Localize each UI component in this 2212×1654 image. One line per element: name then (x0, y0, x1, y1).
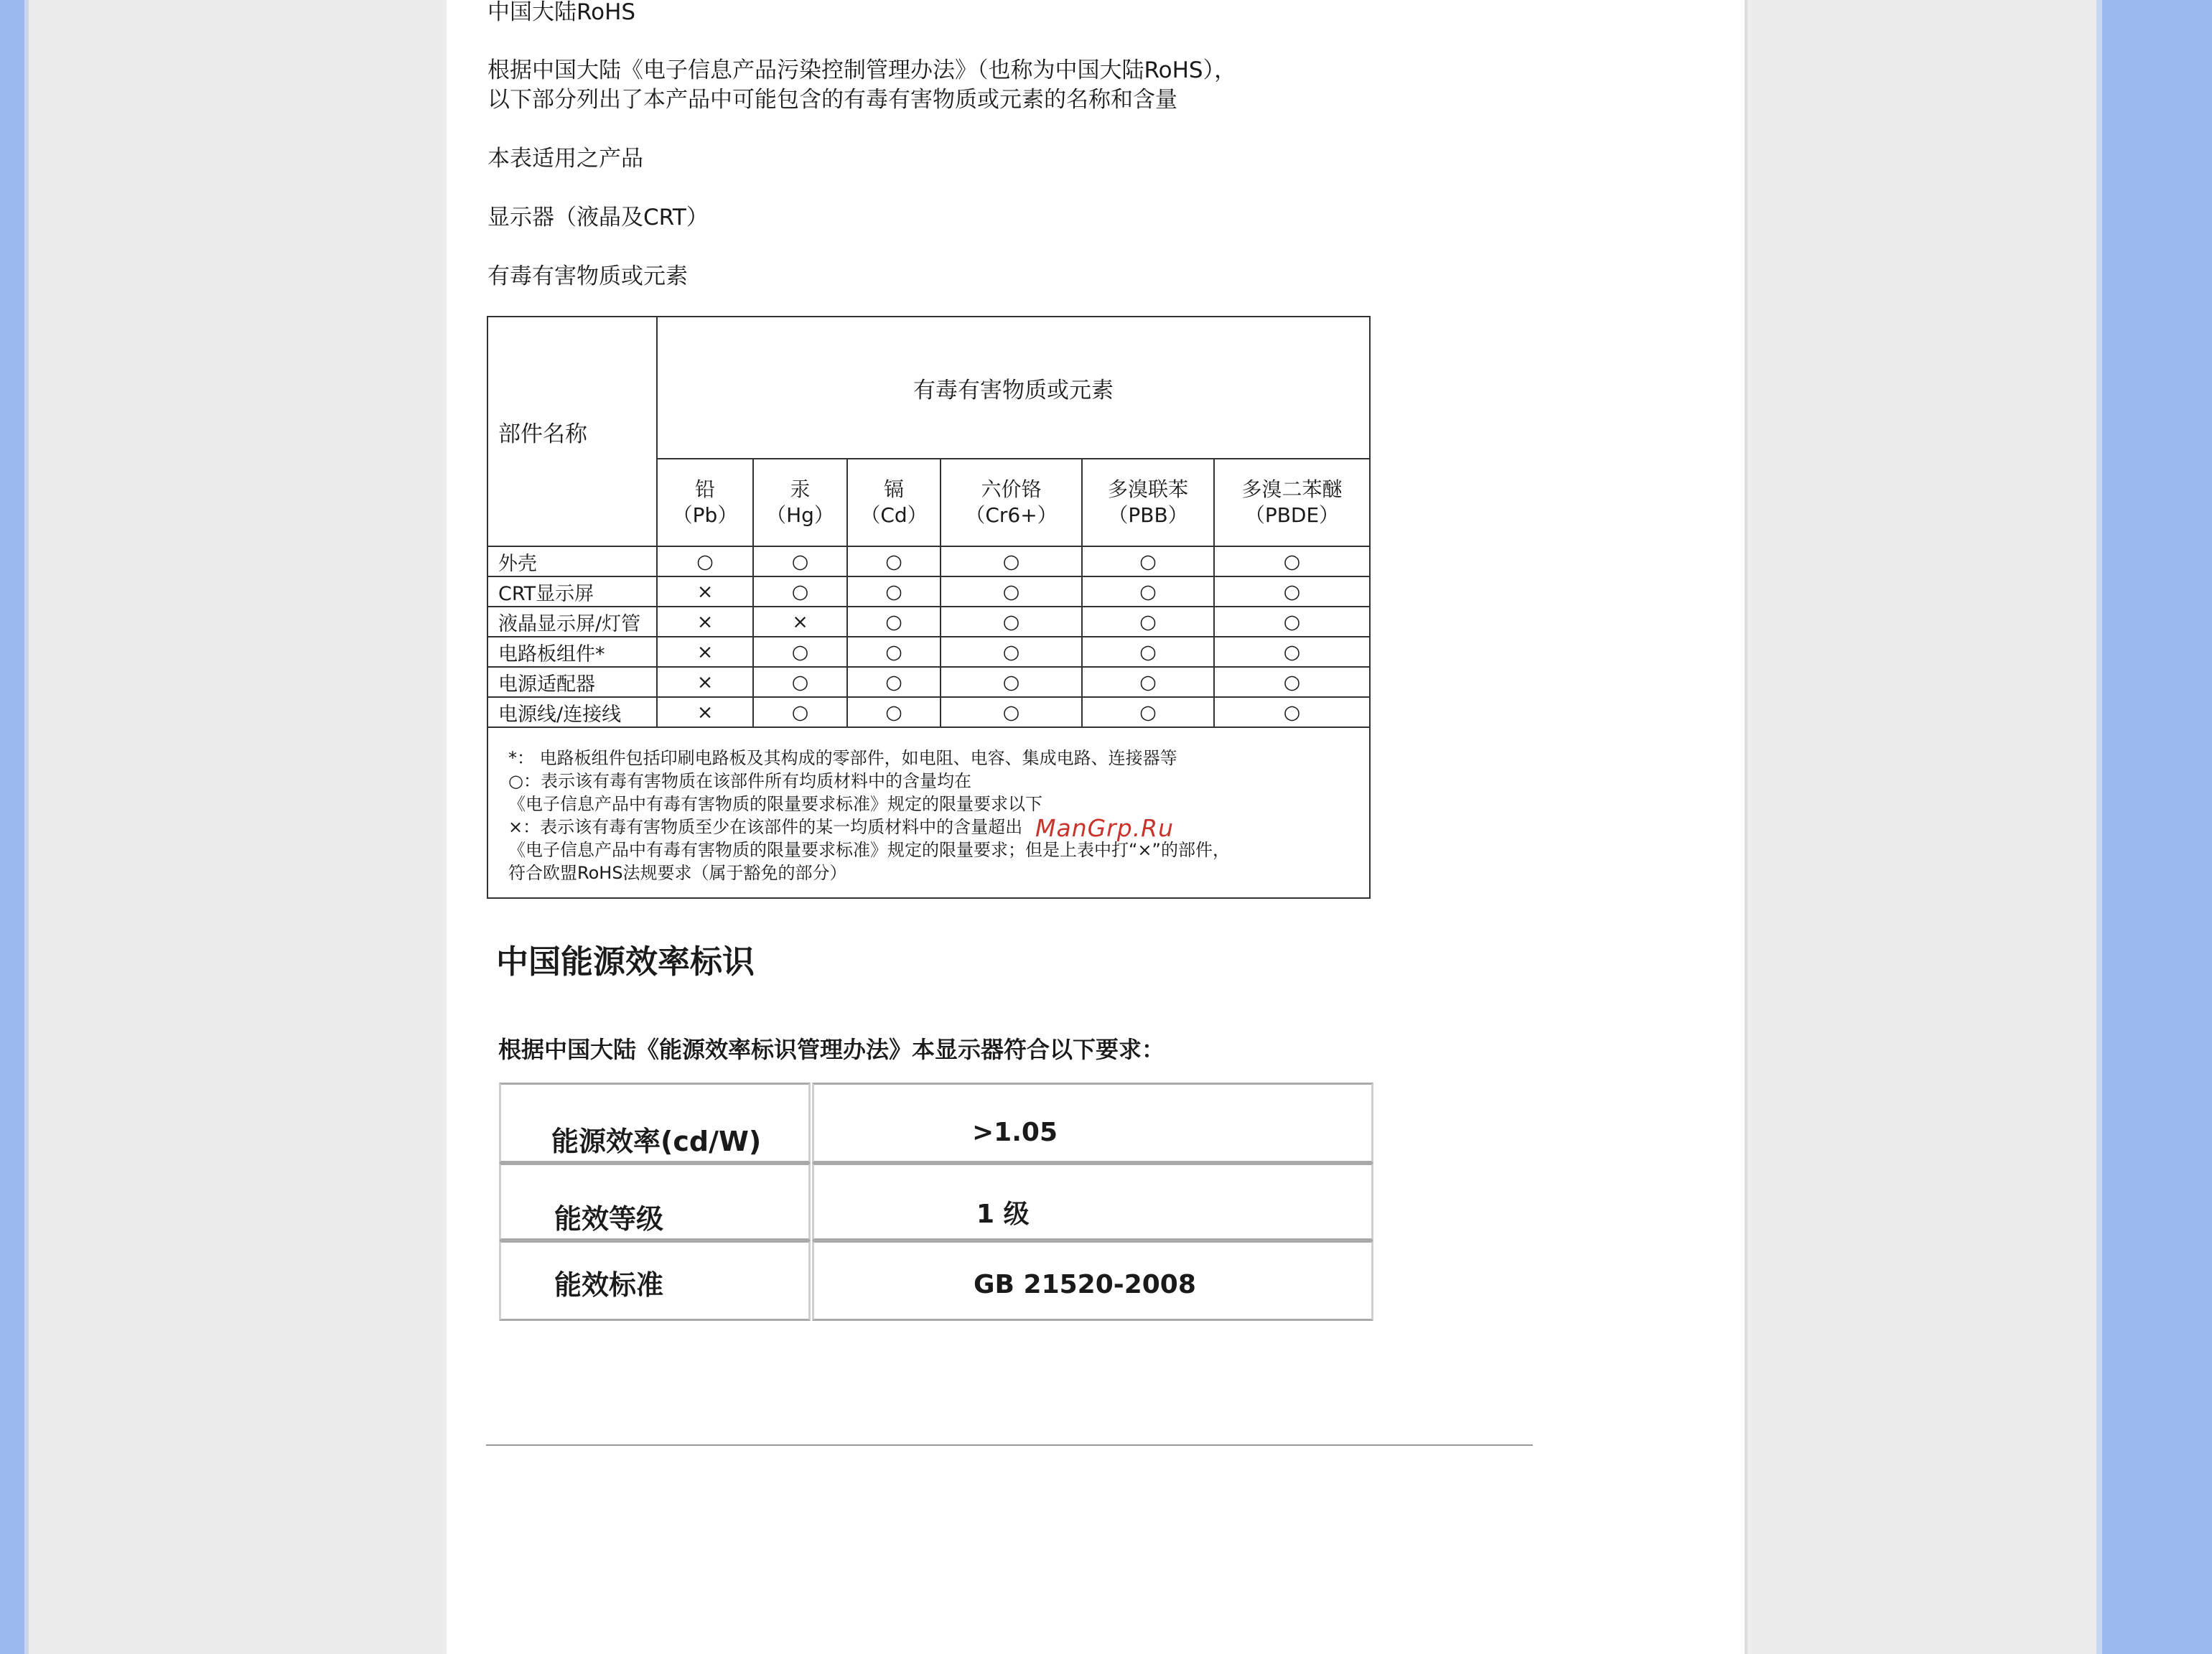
rohs-title: 中国大陆RoHS (487, 0, 636, 25)
substance-mark: ○ (941, 667, 1082, 697)
applies-to-label: 本表适用之产品 (487, 146, 643, 172)
substance-header-pb: 铅 （Pb） (657, 459, 753, 546)
substance-mark: × (657, 697, 753, 727)
energy-section-heading: 中国能源效率标识 (496, 943, 755, 981)
substance-mark: × (657, 576, 753, 607)
part-name: 电源线/连接线 (487, 697, 657, 727)
part-name: 电路板组件* (487, 637, 657, 667)
substance-mark: ○ (847, 607, 941, 637)
note-cross-exemption: 符合欧盟RoHS法规要求（属于豁免的部分） (508, 863, 847, 883)
energy-value: 1 级 (976, 1200, 1030, 1229)
substance-mark: ○ (941, 697, 1082, 727)
part-name: 外壳 (487, 546, 657, 576)
part-name: 液晶显示屏/灯管 (487, 607, 657, 637)
substances-heading: 有毒有害物质或元素 (487, 263, 688, 289)
substance-mark: ○ (847, 697, 941, 727)
page-shadow-edge (1745, 0, 1747, 1654)
part-name: CRT显示屏 (487, 576, 657, 607)
substance-mark: ○ (753, 546, 847, 576)
substance-mark: × (657, 607, 753, 637)
energy-value-cell (812, 1163, 1373, 1240)
product-type: 显示器（液晶及CRT） (487, 205, 709, 230)
note-asterisk: *： 电路板组件包括印刷电路板及其构成的零部件，如电阻、电容、集成电路、连接器等 (508, 748, 1177, 768)
substance-mark: ○ (1214, 697, 1370, 727)
substance-mark: ○ (1082, 637, 1214, 667)
substance-mark: ○ (1082, 697, 1214, 727)
energy-value-cell (812, 1240, 1373, 1321)
energy-intro: 根据中国大陆《能源效率标识管理办法》本显示器符合以下要求： (498, 1036, 1165, 1063)
substance-header-pbde: 多溴二苯醚 （PBDE） (1214, 459, 1370, 546)
note-circle: ○：表示该有毒有害物质在该部件所有均质材料中的含量均在 (508, 771, 971, 791)
energy-label: 能源效率(cd/W) (551, 1126, 762, 1157)
substance-mark: ○ (847, 667, 941, 697)
substance-mark: ○ (941, 607, 1082, 637)
substance-header-pbb: 多溴联苯 （PBB） (1082, 459, 1214, 546)
substance-mark: ○ (753, 667, 847, 697)
substance-mark: × (753, 607, 847, 637)
substance-mark: ○ (1082, 546, 1214, 576)
page-divider (486, 1444, 1533, 1446)
table-row (487, 576, 1370, 607)
part-name-header: 部件名称 (487, 317, 657, 546)
substance-mark: ○ (847, 637, 941, 667)
substance-mark: ○ (753, 637, 847, 667)
energy-label-cell (499, 1163, 811, 1240)
energy-value: GB 21520-2008 (974, 1270, 1196, 1299)
substance-mark: ○ (657, 546, 753, 576)
left-frame-rail (0, 0, 24, 1654)
rohs-intro-line-2: 以下部分列出了本产品中可能包含的有毒有害物质或元素的名称和含量 (487, 87, 1177, 113)
rohs-intro-line-1: 根据中国大陆《电子信息产品污染控制管理办法》（也称为中国大陆RoHS）， (487, 57, 1237, 83)
table-row (487, 607, 1370, 637)
watermark: ManGrp.Ru (1035, 814, 1175, 842)
table-notes (487, 727, 1370, 898)
energy-label: 能效标准 (554, 1269, 664, 1301)
substance-mark: ○ (1214, 546, 1370, 576)
substance-mark: ○ (1214, 667, 1370, 697)
energy-label-cell (499, 1240, 811, 1321)
substance-mark: ○ (753, 576, 847, 607)
substance-header-cd: 镉 （Cd） (847, 459, 941, 546)
table-row (487, 697, 1370, 727)
substance-header-cr6: 六价铬 （Cr6+） (941, 459, 1082, 546)
substance-mark: × (657, 637, 753, 667)
energy-efficiency-table (499, 1080, 1373, 1321)
substance-mark: ○ (1214, 607, 1370, 637)
table-row (487, 637, 1370, 667)
substance-mark: ○ (753, 697, 847, 727)
rohs-substance-table (487, 316, 1371, 899)
part-name: 电源适配器 (487, 667, 657, 697)
substance-mark: ○ (941, 576, 1082, 607)
energy-label: 能效等级 (554, 1203, 664, 1235)
substance-mark: ○ (847, 576, 941, 607)
energy-label-cell (499, 1083, 811, 1163)
substance-mark: ○ (1214, 637, 1370, 667)
substance-mark: ○ (847, 546, 941, 576)
substance-mark: × (657, 667, 753, 697)
substance-mark: ○ (941, 546, 1082, 576)
table-row (487, 667, 1370, 697)
note-cross-cont: 《电子信息产品中有毒有害物质的限量要求标准》规定的限量要求；但是上表中打“×”的部件， (508, 840, 1230, 860)
substance-mark: ○ (1082, 667, 1214, 697)
right-frame-border (2096, 0, 2102, 1654)
substance-group-header: 有毒有害物质或元素 (657, 317, 1370, 459)
substance-mark: ○ (1082, 607, 1214, 637)
substance-mark: ○ (1082, 576, 1214, 607)
energy-value: >1.05 (972, 1118, 1058, 1147)
substance-header-hg: 汞 （Hg） (753, 459, 847, 546)
substance-mark: ○ (1214, 576, 1370, 607)
table-row (487, 546, 1370, 576)
note-cross: ×：表示该有毒有害物质至少在该部件的某一均质材料中的含量超出 (508, 817, 1023, 837)
energy-value-cell (812, 1083, 1373, 1163)
note-circle-cont: 《电子信息产品中有毒有害物质的限量要求标准》规定的限量要求以下 (508, 794, 1042, 814)
substance-mark: ○ (941, 637, 1082, 667)
